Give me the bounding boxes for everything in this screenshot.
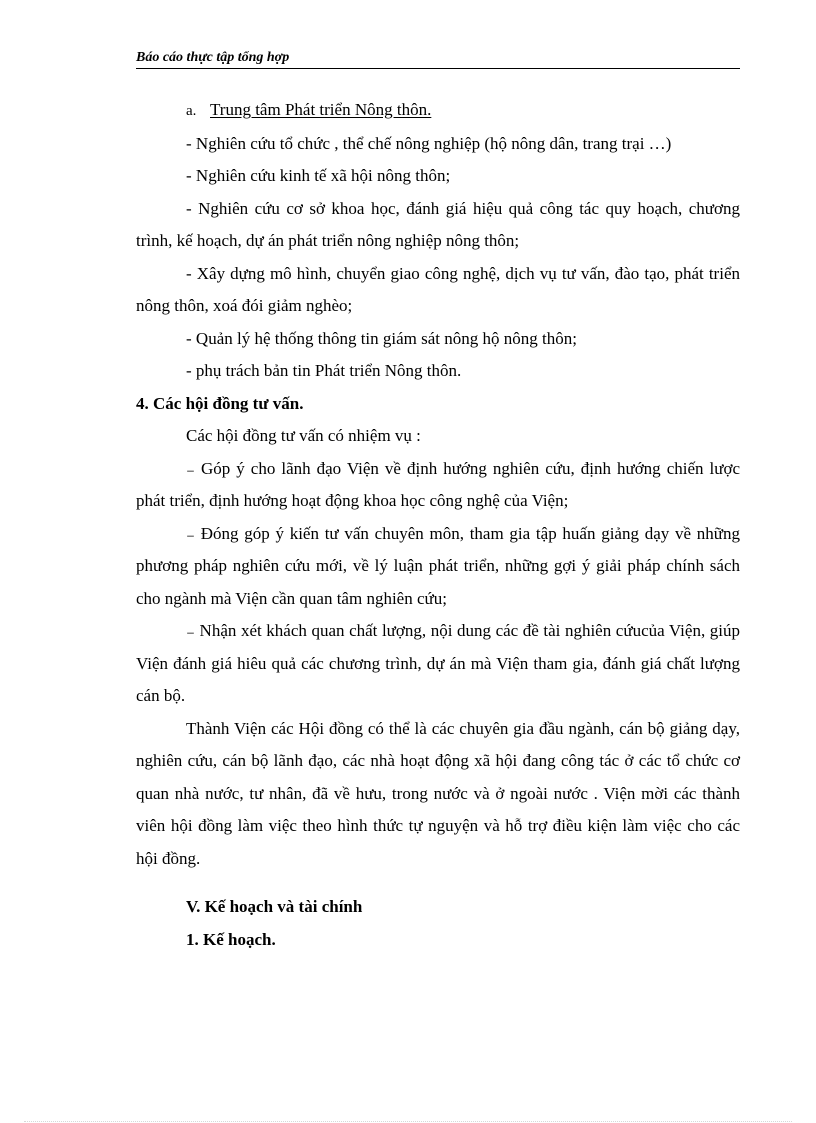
paragraph-a-2: - Nghiên cứu kinh tế xã hội nông thôn; [186,166,451,185]
page-bottom-border [24,1121,792,1122]
section-a-label: a. [186,103,197,119]
section-4-item-1: ₋ Góp ý cho lãnh đạo Viện về định hướng nghiên cứu, định hướng chiến lược phát triển, định hướng hoạt động khoa học công nghệ của Viện; [136,458,740,510]
section-4-closing: Thành Viện các Hội đồng có thể là các chuyên gia đầu ngành, cán bộ giảng dạy, nghiên cứu, cán bộ lãnh đạo, các nhà hoạt động xã hội đang công tác ở các tổ chức cơ quan nhà nước, tư nhân, đã về hưu, trong nước và ở ngoài nước . Viện mời các thành viên hội đồng làm việc theo hình thức tự nguyện và hỗ trợ điều kiện làm việc cho các hội đồng. [136,718,740,868]
section-4-intro: Các hội đồng tư vấn có nhiệm vụ : [186,426,421,445]
section-a-title: Trung tâm Phát triển Nông thôn. [210,100,432,119]
section-4-item-2: ₋ Đóng góp ý kiến tư vấn chuyên môn, tham gia tập huấn giảng dạy về những phương pháp nghiên cứu mới, về lý luận phát triển, những gợi ý giải pháp chính sách cho ngành mà Viện cần quan tâm nghiên cứu; [136,523,740,608]
section-V-subheading: 1. Kế hoạch. [186,929,276,949]
section-4-heading: 4. Các hội đồng tư vấn. [136,393,304,413]
paragraph-a-4: - Xây dựng mô hình, chuyển giao công nghệ, dịch vụ tư vấn, đào tạo, phát triển nông thôn, xoá đói giảm nghèo; [136,263,740,315]
paragraph-a-6: - phụ trách bản tin Phát triển Nông thôn. [186,361,462,380]
section-a-heading [136,94,740,128]
section-4-item-3: ₋ Nhận xét khách quan chất lượng, nội dung các đề tài nghiên cứucủa Viện, giúp Viện đánh giá hiêu quả các chương trình, dự án mà Viện tham gia, đánh giá chất lượng cán bộ. [136,621,740,705]
paragraph-a-5: - Quản lý hệ thống thông tin giám sát nông hộ nông thôn; [186,328,577,348]
page-header [136,50,740,69]
document-body [136,94,740,956]
paragraph-a-1: - Nghiên cứu tổ chức , thể chế nông nghiệp (hộ nông dân, trang trại …) [186,133,672,153]
spacer [136,875,740,891]
section-V-heading: V. Kế hoạch và tài chính [186,897,363,916]
header-title: Báo cáo thực tập tổng hợp [136,50,290,65]
paragraph-a-3: - Nghiên cứu cơ sở khoa học, đánh giá hiệu quả công tác quy hoạch, chương trình, kế hoạch, dự án phát triển nông nghiệp nông thôn; [136,198,740,250]
